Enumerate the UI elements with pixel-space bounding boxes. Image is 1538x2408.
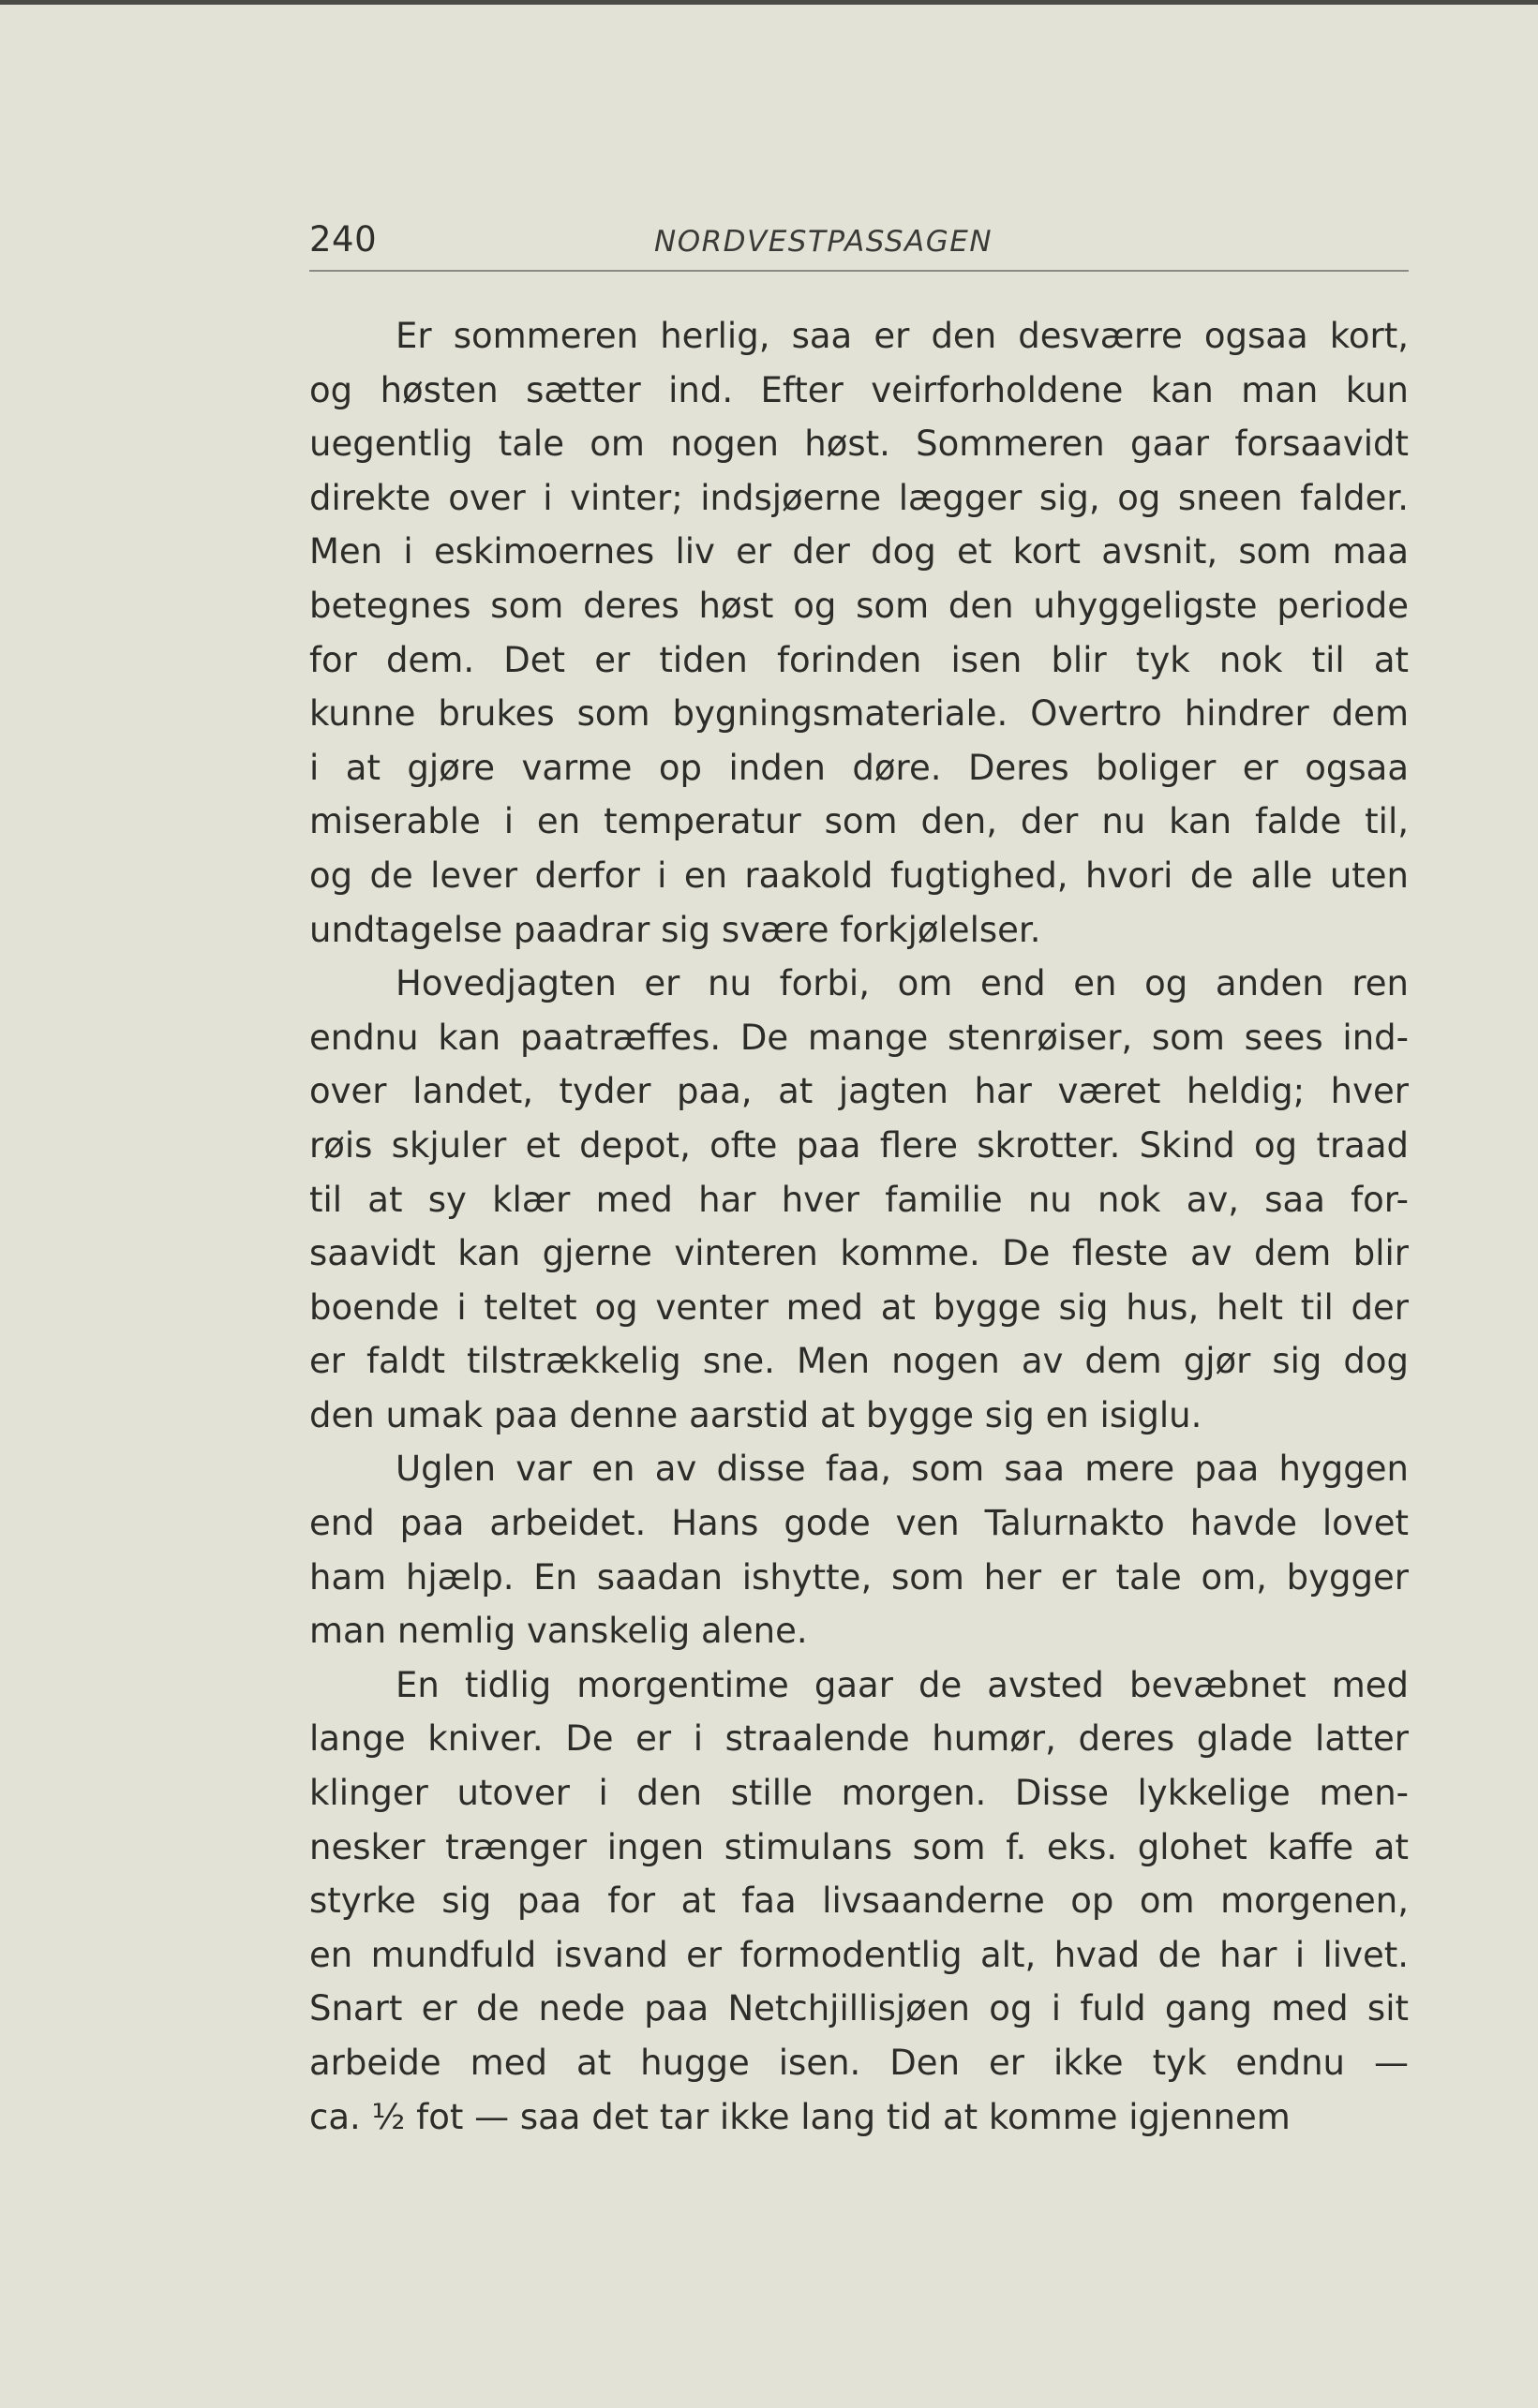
paragraph [309, 957, 1409, 1442]
body-text [309, 309, 1409, 2144]
text-line: betegnes som deres høst og som den uhyggeligste periode [309, 585, 1409, 626]
page-header [309, 214, 1409, 272]
text-line: Er sommeren herlig, saa er den desværre ogsaa kort, [396, 316, 1409, 356]
paragraph [309, 1658, 1409, 2144]
text-line: styrke sig paa for at faa livsaanderne op om morgenen, [309, 1880, 1409, 1922]
text-line: end paa arbeidet. Hans gode ven Talurnakto havde lovet [309, 1503, 1409, 1544]
text-line: lange kniver. De er i straalende humør, deres glade latter [309, 1718, 1409, 1760]
text-line: ca. ½ fot — saa det tar ikke lang tid at komme igjennem [309, 2096, 1291, 2137]
running-title: NORDVESTPASSAGEN [654, 225, 993, 259]
text-line: uegentlig tale om nogen høst. Sommeren gaar forsaavidt [309, 424, 1409, 465]
text-line: boende i teltet og venter med at bygge sig hus, helt til der [309, 1286, 1409, 1328]
text-line: til at sy klær med har hver familie nu nok av, saa for- [309, 1179, 1409, 1220]
text-line: Men i eskimoernes liv er der dog et kort avsnit, som maa [309, 531, 1409, 572]
text-line: for dem. Det er tiden forinden isen blir tyk nok til at [309, 639, 1409, 680]
paragraph [309, 1442, 1409, 1657]
text-line: direkte over i vinter; indsjøerne lægger sig, og sneen falder. [309, 477, 1409, 518]
paragraph [309, 309, 1409, 957]
text-line: saavidt kan gjerne vinteren komme. De fleste av dem blir [309, 1233, 1409, 1274]
text-line: arbeide med at hugge isen. Den er ikke tyk endnu — [309, 2043, 1409, 2083]
header-rule [309, 270, 1409, 272]
text-line: klinger utover i den stille morgen. Disse lykkelige men- [309, 1773, 1409, 1814]
text-line: Hovedjagten er nu forbi, om end en og anden ren [396, 963, 1409, 1004]
text-line: miserable i en temperatur som den, der nu kan falde til, [309, 801, 1409, 842]
text-line: man nemlig vanskelig alene. [309, 1611, 808, 1652]
text-line: Uglen var en av disse faa, som saa mere paa hyggen [396, 1449, 1409, 1490]
text-line: røis skjuler et depot, ofte paa flere skrotter. Skind og traad [309, 1124, 1409, 1166]
text-line: og høsten sætter ind. Efter veirforholdene kan man kun [309, 369, 1409, 410]
text-line: endnu kan paatræffes. De mange stenrøiser, som sees ind- [309, 1017, 1409, 1058]
text-line: kunne brukes som bygningsmateriale. Overtro hindrer dem [309, 693, 1409, 735]
text-line: ham hjælp. En saadan ishytte, som her er tale om, bygger [309, 1556, 1409, 1598]
text-line: Snart er de nede paa Netchjillisjøen og i fuld gang med sit [309, 1988, 1409, 2029]
text-line: nesker trænger ingen stimulans som f. eks. glohet kaffe at [309, 1826, 1409, 1867]
text-line: en mundfuld isvand er formodentlig alt, hvad de har i livet. [309, 1934, 1409, 1975]
text-line: undtagelse paadrar sig svære forkjølelser. [309, 909, 1041, 950]
page-number: 240 [309, 219, 378, 260]
scan-top-edge [0, 0, 1538, 5]
text-line: og de lever derfor i en raakold fugtighed, hvori de alle uten [309, 855, 1409, 896]
text-line: den umak paa denne aarstid at bygge sig en isiglu. [309, 1394, 1202, 1435]
text-line: over landet, tyder paa, at jagten har været heldig; hver [309, 1071, 1409, 1112]
text-line: En tidlig morgentime gaar de avsted bevæbnet med [396, 1664, 1409, 1705]
text-line: er faldt tilstrækkelig sne. Men nogen av dem gjør sig dog [309, 1341, 1409, 1382]
text-line: i at gjøre varme op inden døre. Deres boliger er ogsaa [309, 747, 1409, 788]
